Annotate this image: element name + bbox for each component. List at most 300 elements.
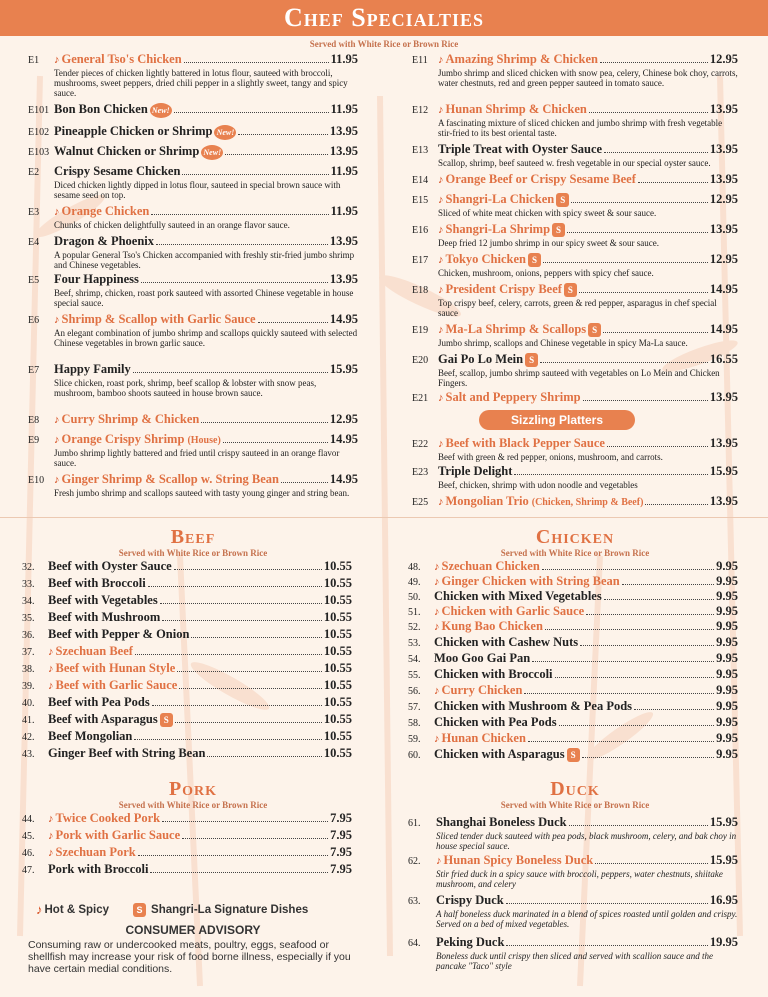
hot-pepper-icon: ♪ [48,830,54,842]
item-price: 9.95 [716,574,738,588]
hot-pepper-icon: ♪ [48,646,54,658]
shangri-la-signature-icon: S [564,283,577,297]
hot-pepper-icon: ♪ [48,813,54,825]
consumer-advisory-title: CONSUMER ADVISORY [125,923,261,937]
dot-leader [545,629,714,630]
menu-item-line [412,352,738,368]
dot-leader [586,614,714,615]
hot-pepper-icon: ♪ [54,54,60,66]
item-name: Pork with Broccoli [48,862,149,876]
dot-leader [604,599,714,600]
menu-item [28,312,358,348]
item-note: (House) [187,435,221,446]
menu-item [408,893,738,929]
item-price: 12.95 [709,52,738,66]
item-name: Beef with Pea Pods [48,695,150,709]
consumer-advisory-text: Consuming raw or undercooked meats, poultry, eggs, seafood or shellfish may increase your risk of food borne illness, especially if you have certain medial conditions. [28,939,351,975]
item-code: 62. [408,856,421,867]
item-price: 12.95 [329,412,358,426]
item-price: 9.95 [716,715,738,729]
item-price: 10.55 [323,627,352,641]
menu-item-line [412,222,738,238]
item-price: 15.95 [709,464,738,478]
menu-item-line [22,712,352,728]
menu-item-line [412,102,738,118]
menu-item [408,589,738,605]
dot-leader [134,739,322,740]
dot-leader [150,872,328,873]
hot-pepper-icon: ♪ [54,414,60,426]
menu-item [412,282,738,318]
item-price: 9.95 [716,604,738,618]
item-price: 15.95 [709,853,738,867]
item-price: 13.95 [709,494,738,508]
item-price: 15.95 [709,815,738,829]
dot-leader [607,446,708,447]
dot-leader [582,757,715,758]
item-price: 10.55 [323,559,352,573]
item-price: 12.95 [709,192,738,206]
item-price: 13.95 [329,272,358,286]
hot-pepper-icon: ♪ [54,434,60,446]
menu-item [22,862,352,878]
item-price: 13.95 [709,102,738,116]
menu-item-line [408,604,738,620]
hot-pepper-icon: ♪ [436,855,442,867]
dot-leader [138,855,328,856]
item-name: Hunan Spicy Boneless Duck [443,853,594,867]
dot-leader [179,688,322,689]
item-price: 9.95 [716,635,738,649]
menu-item-line [22,559,352,575]
item-code: 34. [22,596,35,607]
item-price: 10.55 [323,746,352,760]
hot-pepper-icon: ♪ [438,194,444,206]
menu-item [408,635,738,651]
menu-item [28,204,358,230]
item-description: A fascinating mixture of sliced chicken and jumbo shrimp with fresh vegetable stir-fried to its best oriental taste. [438,118,723,138]
item-name: Dragon & Phoenix [54,234,154,248]
menu-item [408,667,738,683]
menu-item-line [408,651,738,667]
hot-pepper-icon: ♪ [54,314,60,326]
item-price: 7.95 [330,811,352,825]
menu-item [412,352,738,388]
dot-leader [583,400,708,401]
item-name: Shanghai Boneless Duck [436,815,567,829]
menu-item-line [22,644,352,660]
item-code: E19 [412,325,429,336]
item-code: E8 [28,415,40,426]
dot-leader [175,722,322,723]
menu-item [22,559,352,575]
menu-item [28,432,358,468]
beef-section-title: Beef [170,526,216,548]
hot-pepper-icon: ♪ [434,561,440,573]
item-code: 38. [22,664,35,675]
item-description: Chicken, mushroom, onions, peppers with spicy chef sauce. [438,268,654,278]
item-code: 56. [408,686,421,697]
item-name: Twice Cooked Pork [55,811,161,825]
shangri-la-signature-icon: S [556,193,569,207]
item-description: Beef, chicken, shrimp with udon noodle and vegetables [438,480,638,490]
shangri-la-signature-icon: S [567,748,580,762]
menu-item-line [408,747,738,763]
dot-leader [555,677,715,678]
sizzling-platters-badge: Sizzling Platters [479,410,635,430]
item-price: 13.95 [709,390,738,404]
hot-pepper-icon: ♪ [48,680,54,692]
hot-pepper-icon: ♪ [438,254,444,266]
dot-leader [506,903,708,904]
menu-item-line [22,811,352,827]
menu-item [408,935,738,971]
item-name: Ginger Chicken with String Bean [441,574,620,588]
item-code: E23 [412,467,429,478]
item-price: 9.95 [716,667,738,681]
menu-item [412,172,738,188]
dot-leader [162,821,328,822]
menu-item-line [28,204,358,220]
item-code: E103 [28,147,50,158]
item-name: President Crispy Beef [445,282,562,296]
menu-item-line [408,667,738,683]
item-code: E15 [412,195,429,206]
dot-leader [524,693,714,694]
item-code: E5 [28,275,40,286]
item-code: 33. [22,579,35,590]
item-name: Curry Shrimp & Chicken [61,412,200,426]
dot-leader [543,262,708,263]
item-code: 52. [408,622,421,633]
hot-pepper-icon: ♪ [434,606,440,618]
dot-leader [595,863,708,864]
hot-pepper-icon: ♪ [438,438,444,450]
menu-item [412,464,738,490]
item-name: Beef with Vegetables [48,593,158,607]
menu-item-line [22,862,352,878]
menu-item-line [412,52,738,68]
item-name: Bon Bon Chicken [54,102,148,116]
dot-leader [604,152,708,153]
menu-item-line [408,559,738,575]
dot-leader [201,422,328,423]
item-name: Beef with Garlic Sauce [55,678,178,692]
item-code: 45. [22,831,35,842]
item-price: 14.95 [329,312,358,326]
item-code: 54. [408,654,421,665]
item-price: 10.55 [323,729,352,743]
section-divider [0,517,768,518]
item-name: Walnut Chicken or Shrimp [54,144,200,158]
page-title: Chef Specialties [0,0,768,36]
item-code: 47. [22,865,35,876]
item-code: 53. [408,638,421,649]
hot-pepper-icon: ♪ [438,392,444,404]
hot-pepper-icon: ♪ [438,496,444,508]
legend [36,902,308,917]
item-name: Beef with Mushroom [48,610,161,624]
menu-item [22,695,352,711]
item-description: Stir fried duck in a spicy sauce with broccoli, peppers, water chestnuts, shiitake mushroom, and celery [436,869,723,889]
item-name: Orange Chicken [61,204,150,218]
item-name: Moo Goo Gai Pan [434,651,531,665]
beef-subtitle: Served with White Rice or Brown Rice [118,548,268,558]
item-name: Chicken with Pea Pods [434,715,557,729]
item-code: E18 [412,285,429,296]
duck-subtitle: Served with White Rice or Brown Rice [500,800,650,810]
item-price: 9.95 [716,731,738,745]
menu-item-line [22,695,352,711]
item-price: 12.95 [709,252,738,266]
item-name: Gai Po Lo Mein [438,352,524,366]
menu-item [408,815,738,851]
item-code: E17 [412,255,429,266]
item-code: E12 [412,105,429,116]
item-price: 14.95 [709,322,738,336]
hot-pepper-icon: ♪ [438,224,444,236]
item-price: 9.95 [716,559,738,573]
menu-item [408,715,738,731]
item-price: 10.55 [323,593,352,607]
item-name: Chicken with Broccoli [434,667,553,681]
menu-item [408,731,738,747]
item-name: Tokyo Chicken [445,252,526,266]
menu-item [412,436,738,462]
dot-leader [506,945,707,946]
hot-pepper-icon: ♪ [434,733,440,745]
dot-leader [542,569,714,570]
item-price: 10.55 [323,678,352,692]
menu-item [28,234,358,270]
hot-pepper-icon: ♪ [438,174,444,186]
dot-leader [182,838,328,839]
dot-leader [532,661,714,662]
menu-item [22,627,352,643]
shangri-la-signature-icon: S [528,253,541,267]
item-name: Triple Delight [438,464,513,478]
item-description: Sliced tender duck sauteed with pea pods, black mushroom, celery, and bak choy in house special sauce. [436,831,737,851]
item-price: 13.95 [709,172,738,186]
menu-item [412,142,738,168]
item-price: 7.95 [330,845,352,859]
item-name: Amazing Shrimp & Chicken [445,52,598,66]
item-name: Peking Duck [436,935,505,949]
item-name: Chicken with Cashew Nuts [434,635,579,649]
menu-item-line [28,144,358,160]
dot-leader [238,134,327,135]
dot-leader [225,154,328,155]
menu-item-line [412,322,738,338]
new-badge-icon: New! [150,103,172,118]
item-name: Beef with Hunan Style [55,661,176,675]
chicken-section-title: Chicken [535,526,615,548]
item-code: 49. [408,577,421,588]
item-name: Triple Treat with Oyster Sauce [438,142,603,156]
menu-item-line [408,635,738,651]
menu-item [28,472,358,498]
item-price: 10.55 [323,576,352,590]
menu-item [28,412,358,428]
menu-item-line [412,172,738,188]
duck-section-title: Duck [550,778,600,800]
item-description: Jumbo shrimp lightly battered and fried until crispy sauteed in an orange flavor sauce. [54,448,340,468]
hot-pepper-icon: ♪ [434,685,440,697]
item-name: Curry Chicken [441,683,523,697]
item-code: 44. [22,814,35,825]
item-code: E16 [412,225,429,236]
dot-leader [174,112,329,113]
menu-item-line [22,828,352,844]
item-code: 40. [22,698,35,709]
dot-leader [160,603,322,604]
menu-item [22,678,352,694]
item-price: 11.95 [330,164,358,178]
menu-item [412,52,738,88]
item-price: 16.95 [709,893,738,907]
dot-leader [528,741,714,742]
menu-item [408,747,738,763]
item-code: E10 [28,475,45,486]
item-name: Beef with Broccoli [48,576,146,590]
item-name: General Tso's Chicken [61,52,182,66]
hot-pepper-icon: ♪ [438,324,444,336]
item-code: 35. [22,613,35,624]
item-price: 14.95 [709,282,738,296]
item-price: 11.95 [330,52,358,66]
item-name: Ginger Shrimp & Scallop w. String Bean [61,472,280,486]
item-price: 11.95 [330,102,358,116]
hot-pepper-icon: ♪ [54,474,60,486]
dot-leader [638,182,708,183]
item-code: E11 [412,55,428,66]
item-name: Beef with Black Pepper Sauce [445,436,605,450]
menu-item [408,853,738,889]
item-name: Crispy Duck [436,893,504,907]
hot-pepper-icon: ♪ [438,54,444,66]
menu-item-line [408,619,738,635]
item-name: Chicken with Asparagus [434,747,565,761]
item-description: Slice chicken, roast pork, shrimp, beef scallop & lobster with snow peas, mushroom, bamboo shoots sauteed in house brown sauce. [54,378,317,398]
menu-item [22,828,352,844]
item-price: 15.95 [329,362,358,376]
dot-leader [580,645,714,646]
dot-leader [540,362,708,363]
item-code: E20 [412,355,429,366]
item-price: 13.95 [329,234,358,248]
item-code: 59. [408,734,421,745]
menu-item-line [412,282,738,298]
shangri-la-signature-icon: S [133,903,146,917]
item-code: E22 [412,439,429,450]
item-code: 57. [408,702,421,713]
dot-leader [571,202,708,203]
menu-item-line [412,464,738,480]
menu-item [22,661,352,677]
menu-item-line [408,699,738,715]
menu-item [22,576,352,592]
dot-leader [152,705,322,706]
menu-item [412,222,738,248]
menu-item [28,102,358,118]
item-name: Chicken with Mixed Vegetables [434,589,602,603]
menu-item [28,164,358,200]
item-code: 43. [22,749,35,760]
dot-leader [569,825,708,826]
item-code: E4 [28,237,40,248]
item-name: Shrimp & Scallop with Garlic Sauce [61,312,256,326]
menu-item [412,494,738,510]
hot-pepper-icon: ♪ [434,576,440,588]
hot-pepper-icon: ♪ [54,206,60,218]
item-code: 50. [408,592,421,603]
item-price: 10.55 [323,712,352,726]
item-price: 13.95 [329,124,358,138]
item-name: Chicken with Mushroom & Pea Pods [434,699,633,713]
item-price: 13.95 [709,436,738,450]
item-code: E13 [412,145,429,156]
item-code: 61. [408,818,421,829]
new-badge-icon: New! [201,145,223,160]
menu-item [412,102,738,138]
item-price: 9.95 [716,619,738,633]
menu-item-line [408,815,738,831]
hot-pepper-icon: ♪ [438,104,444,116]
menu-item [412,192,738,218]
menu-item [412,390,738,406]
item-description: Tender pieces of chicken lightly battered in lotus flour, sauteed with broccoli, mushrooms, sweet peppers, dried chili pepper in a slightly sweet, tangy and spicy sauce. [54,68,348,98]
item-price: 13.95 [329,144,358,158]
item-price: 13.95 [709,222,738,236]
item-name: Pork with Garlic Sauce [55,828,181,842]
item-price: 7.95 [330,862,352,876]
menu-item-line [412,252,738,268]
item-code: E25 [412,497,429,508]
item-code: E21 [412,393,429,404]
item-code: 51. [408,607,421,618]
menu-item [22,644,352,660]
item-description: Diced chicken lightly dipped in lotus flour, sauteed in special brown sauce with sesame seed on top. [54,180,341,200]
hot-pepper-icon: ♪ [36,902,43,917]
menu-item-line [28,164,358,180]
item-name: Four Happiness [54,272,139,286]
item-name: Beef with Asparagus [48,712,158,726]
item-description: Scallop, shrimp, beef sauteed w. fresh vegetable in our special oyster sauce. [438,158,711,168]
shangri-la-signature-icon: S [588,323,601,337]
item-description: A popular General Tso's Chicken accompanied with freshly stir-fried jumbo shrimp and Chinese vegetables. [54,250,355,270]
menu-item-line [408,574,738,590]
menu-item-line [22,845,352,861]
item-description: An elegant combination of jumbo shrimp and scallops quickly sauteed with selected Chinese vegetables in brown garlic sauce. [54,328,358,348]
item-price: 9.95 [716,699,738,713]
item-code: E2 [28,167,40,178]
menu-item-line [22,678,352,694]
dot-leader [579,292,708,293]
item-code: 58. [408,718,421,729]
item-name: Szechuan Pork [55,845,136,859]
dot-leader [156,244,328,245]
shangri-la-signature-icon: S [160,713,173,727]
item-name: Crispy Sesame Chicken [54,164,181,178]
item-description: Sliced of white meat chicken with spicy sweet & sour sauce. [438,208,657,218]
menu-item-line [412,436,738,452]
item-code: 60. [408,750,421,761]
menu-item [412,252,738,278]
item-price: 16.55 [709,352,738,366]
menu-item-line [28,312,358,328]
chicken-subtitle: Served with White Rice or Brown Rice [500,548,650,558]
item-name: Orange Beef or Crispy Sesame Beef [445,172,636,186]
